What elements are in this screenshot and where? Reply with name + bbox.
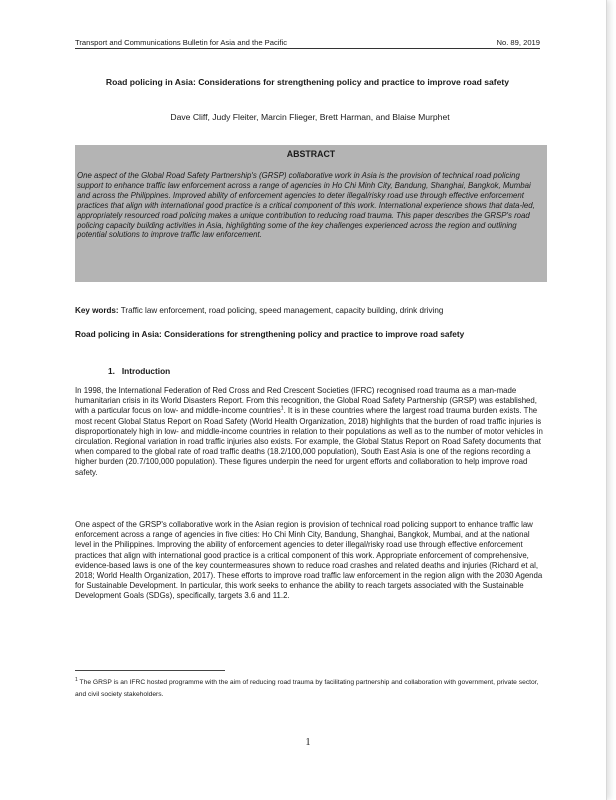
footnote xyxy=(75,677,545,700)
paragraph-1-text-b: . It is in these countries where the largest road trauma burden exists. The most recent Global Status Report on Road Safety (World Health Organization, 2018) highlights that the burden of road traffic injuries is disproportionately high in low- and middle-income countries in relation to their populations as well as to the number of motor vehicles in circulation. Regional variation in road traffic injuries also exists. For example, the Global Status Report on Road Safety documents that when compared to the global rate of road traffic deaths (18.2/100,000 population), South East Asia is one of the regions recording a higher burden (20.7/100,000 population). These figures underpin the need for urgent efforts and collaboration to help improve road safety. xyxy=(75,406,543,477)
running-header-issue: No. 89, 2019 xyxy=(496,38,540,47)
body-paragraph-2: One aspect of the GRSP's collaborative work in the Asian region is provision of technical road policing support to enhance traffic law enforcement across a range of agencies in five cities: Ho Chi Minh City, Bandung, Shanghai, Bangkok, Mumbai, and at the national level in the Philippines. Improving the ability of enforcement agencies to deter illegal/risky road use through effective enforcement practices that align with international good practice is a critical component of this work. Appropriate enforcement of comprehensive, evidence-based laws is one of the key countermeasures shown to reduce road crashes and related deaths and injuries (Richard et al, 2018; World Health Organization, 2017). These efforts to improve road traffic law enforcement in the region align with the 2030 Agenda for Sustainable Development. In particular, this work seeks to enhance the ability to reach targets associated with the Sustainable Development Goals (SDGs), specifically, targets 3.6 and 11.2. xyxy=(75,520,543,601)
section-heading xyxy=(108,366,170,376)
footnote-text: The GRSP is an IFRC hosted programme with the aim of reducing road trauma by facilitating partnership and collaboration with government, private sector, and civil society stakeholders. xyxy=(75,679,539,698)
header-rule xyxy=(75,48,540,49)
paragraph-1-text-a: In 1998, the International Federation of Red Cross and Red Crescent Societies (IFRC) recognised road trauma as a man-made humanitarian crisis in its World Disasters Report. From this recognition, the Global Road Safety Partnership (GRSP) was established, with a particular focus on low- and middle-income countries xyxy=(75,386,537,416)
author-list: Dave Cliff, Judy Fleiter, Marcin Flieger, Brett Harman, and Blaise Murphet xyxy=(170,112,450,122)
section-title: Introduction xyxy=(121,366,171,376)
keywords-text: Traffic law enforcement, road policing, speed management, capacity building, drink driving xyxy=(120,306,444,315)
footnote-mark: 1 xyxy=(75,676,78,683)
abstract-text: One aspect of the Global Road Safety Partnership's (GRSP) collaborative work in Asia is the provision of technical road policing support to enhance traffic law enforcement across a range of agencies in Ho Chi Minh City, Bandung, Shanghai, Bangkok, Mumbai and across the Philippines. Improved ability of enforcement agencies to deter illegal/risky road use through effective enforcement practices that align with international good practice is a critical component of this work. International experience shows that data-led, appropriately resourced road policing makes a unique contribution to reducing road trauma. This paper describes the GRSP's road policing capacity building activities in Asia, highlighting some of the key challenges experienced across the region and outlining potential solutions to improve traffic law enforcement. xyxy=(77,171,535,240)
keywords-label: Key words: xyxy=(75,306,119,315)
page-number: 1 xyxy=(305,737,311,748)
paper-title: Road policing in Asia: Considerations for strengthening policy and practice to improve road safety xyxy=(105,77,510,87)
section-number: 1. xyxy=(108,366,115,376)
abstract-heading: ABSTRACT xyxy=(286,149,336,159)
body-paragraph-1 xyxy=(75,386,545,478)
section-subtitle: Road policing in Asia: Considerations for strengthening policy and practice to improve road safety xyxy=(75,329,465,339)
footnote-rule xyxy=(75,670,225,671)
keywords xyxy=(75,306,545,316)
running-header-journal: Transport and Communications Bulletin for Asia and the Pacific xyxy=(75,38,288,47)
footnote-reference: 1 xyxy=(280,405,284,412)
